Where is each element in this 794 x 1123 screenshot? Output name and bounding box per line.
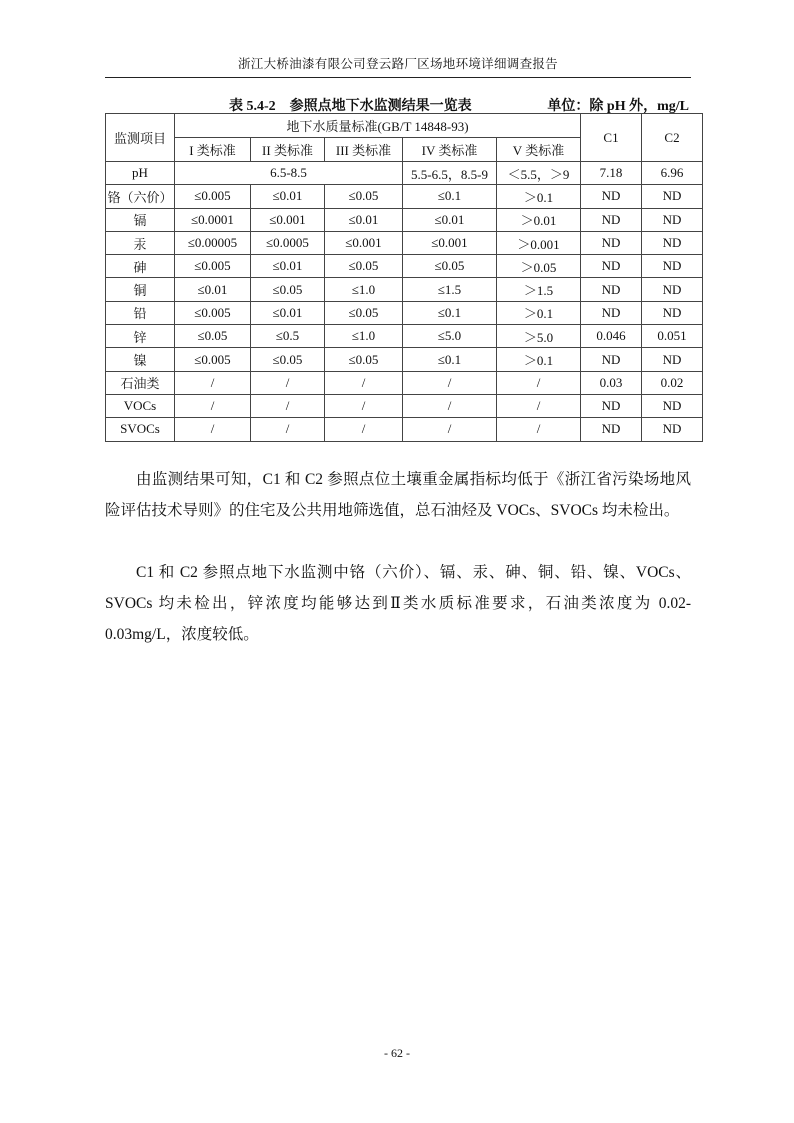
cell-name: SVOCs	[106, 418, 175, 441]
cell-std-1: ≤0.05	[175, 325, 251, 348]
cell-c1: ND	[581, 255, 642, 278]
cell-std-2: /	[251, 394, 325, 417]
cell-std-1: ≤0.0001	[175, 208, 251, 231]
page-header: 浙江大桥油漆有限公司登云路厂区场地环境详细调查报告	[237, 57, 558, 71]
cell-std-4: /	[403, 418, 497, 441]
cell-std-5: ＞0.1	[497, 301, 581, 324]
header-class-4: IV 类标准	[403, 138, 497, 162]
cell-std-4: ≤5.0	[403, 325, 497, 348]
table-unit: 单位：除 pH 外，mg/L	[547, 99, 689, 114]
cell-std-1: ≤0.01	[175, 278, 251, 301]
cell-c2: 6.96	[642, 162, 703, 185]
cell-std-5: ＞0.01	[497, 208, 581, 231]
cell-std-4: 5.5-6.5，8.5-9	[403, 162, 497, 185]
cell-std-4: /	[403, 371, 497, 394]
cell-std-5: ＞1.5	[497, 278, 581, 301]
cell-std-2: ≤0.05	[251, 278, 325, 301]
cell-c2: ND	[642, 418, 703, 441]
cell-std-2: ≤0.05	[251, 348, 325, 371]
cell-std-2: ≤0.0005	[251, 231, 325, 254]
table-title: 表 5.4-2 参照点地下水监测结果一览表	[229, 99, 472, 114]
table-row	[106, 371, 703, 394]
header-class-1: I 类标准	[175, 138, 251, 162]
header-c2: C2	[642, 114, 703, 162]
cell-c1: ND	[581, 278, 642, 301]
cell-c1: ND	[581, 208, 642, 231]
cell-std-3: ≤0.05	[325, 185, 403, 208]
cell-c1: ND	[581, 185, 642, 208]
cell-std-3: ≤1.0	[325, 325, 403, 348]
cell-std-5: ＜5.5，＞9	[497, 162, 581, 185]
cell-std-1: /	[175, 418, 251, 441]
table-row	[106, 348, 703, 371]
cell-c2: ND	[642, 208, 703, 231]
cell-c2: ND	[642, 255, 703, 278]
cell-std-4: ≤0.1	[403, 301, 497, 324]
cell-std-4: ≤1.5	[403, 278, 497, 301]
cell-std-3: /	[325, 371, 403, 394]
cell-std-2: ≤0.01	[251, 255, 325, 278]
cell-std-5: ＞0.1	[497, 348, 581, 371]
cell-c1: ND	[581, 418, 642, 441]
cell-c2: ND	[642, 301, 703, 324]
cell-std-4: ≤0.01	[403, 208, 497, 231]
table-row	[106, 325, 703, 348]
cell-std-3: ≤0.05	[325, 255, 403, 278]
cell-std-1: ≤0.005	[175, 255, 251, 278]
table-caption	[105, 95, 691, 113]
cell-name: VOCs	[106, 394, 175, 417]
cell-std-5: /	[497, 371, 581, 394]
table-row	[106, 185, 703, 208]
cell-c2: ND	[642, 394, 703, 417]
table-row	[106, 208, 703, 231]
cell-name: 砷	[106, 255, 175, 278]
cell-std-2: ≤0.001	[251, 208, 325, 231]
cell-name: 镍	[106, 348, 175, 371]
cell-c2: ND	[642, 278, 703, 301]
header-rule	[105, 77, 691, 78]
cell-std-2: /	[251, 371, 325, 394]
header-class-5: V 类标准	[497, 138, 581, 162]
table-row	[106, 255, 703, 278]
cell-std-1: /	[175, 394, 251, 417]
cell-name: 铬（六价）	[106, 185, 175, 208]
monitoring-results-table	[105, 113, 703, 442]
cell-c2: ND	[642, 185, 703, 208]
cell-std-1: ≤0.00005	[175, 231, 251, 254]
conclusion-paragraph-groundwater: C1 和 C2 参照点地下水监测中铬（六价）、镉、汞、砷、铜、铅、镍、VOCs、SVOCs 均未检出，锌浓度均能够达到Ⅱ类水质标准要求，石油类浓度为 0.02-0.03mg/L，浓度较低。	[105, 564, 691, 643]
cell-c1: ND	[581, 301, 642, 324]
cell-std-1: ≤0.005	[175, 348, 251, 371]
cell-name: 铜	[106, 278, 175, 301]
cell-c2: ND	[642, 348, 703, 371]
cell-std-2: ≤0.5	[251, 325, 325, 348]
header-standard-group: 地下水质量标准(GB/T 14848-93)	[175, 114, 581, 138]
cell-std-1: ≤0.005	[175, 301, 251, 324]
cell-std-5: ＞0.05	[497, 255, 581, 278]
cell-c1: ND	[581, 231, 642, 254]
cell-name: 锌	[106, 325, 175, 348]
cell-std-4: ≤0.05	[403, 255, 497, 278]
cell-std-2: /	[251, 418, 325, 441]
cell-std-5: ＞0.1	[497, 185, 581, 208]
cell-std-3: ≤0.05	[325, 301, 403, 324]
cell-c2: ND	[642, 231, 703, 254]
header-class-3: III 类标准	[325, 138, 403, 162]
cell-c1: 0.03	[581, 371, 642, 394]
cell-std-5: ＞5.0	[497, 325, 581, 348]
cell-std-3: ≤0.001	[325, 231, 403, 254]
cell-std-3: ≤0.05	[325, 348, 403, 371]
conclusion-paragraph-soil: 由监测结果可知，C1 和 C2 参照点位土壤重金属指标均低于《浙江省污染场地风险评估技术导则》的住宅及公共用地筛选值，总石油烃及 VOCs、SVOCs 均未检出。	[105, 471, 691, 519]
cell-std-2: ≤0.01	[251, 301, 325, 324]
table-row	[106, 278, 703, 301]
cell-std-4: ≤0.1	[403, 348, 497, 371]
table-row	[106, 394, 703, 417]
table-row-ph	[106, 162, 703, 185]
cell-std-3: ≤0.01	[325, 208, 403, 231]
table-row	[106, 231, 703, 254]
cell-std-1: /	[175, 371, 251, 394]
cell-name: 石油类	[106, 371, 175, 394]
header-class-2: II 类标准	[251, 138, 325, 162]
cell-c2: 0.051	[642, 325, 703, 348]
cell-std-1-3: 6.5-8.5	[175, 162, 403, 185]
cell-name: pH	[106, 162, 175, 185]
cell-std-5: ＞0.001	[497, 231, 581, 254]
table-row	[106, 418, 703, 441]
cell-c1: 7.18	[581, 162, 642, 185]
cell-std-3: /	[325, 394, 403, 417]
cell-std-3: /	[325, 418, 403, 441]
cell-name: 铅	[106, 301, 175, 324]
table-row	[106, 301, 703, 324]
cell-std-5: /	[497, 418, 581, 441]
cell-name: 汞	[106, 231, 175, 254]
cell-std-1: ≤0.005	[175, 185, 251, 208]
header-item: 监测项目	[106, 114, 175, 162]
header-c1: C1	[581, 114, 642, 162]
cell-std-4: /	[403, 394, 497, 417]
cell-std-2: ≤0.01	[251, 185, 325, 208]
cell-std-5: /	[497, 394, 581, 417]
cell-std-4: ≤0.001	[403, 231, 497, 254]
cell-c2: 0.02	[642, 371, 703, 394]
cell-c1: 0.046	[581, 325, 642, 348]
page-number: - 62 -	[384, 1046, 410, 1060]
cell-c1: ND	[581, 394, 642, 417]
cell-name: 镉	[106, 208, 175, 231]
cell-std-3: ≤1.0	[325, 278, 403, 301]
cell-c1: ND	[581, 348, 642, 371]
cell-std-4: ≤0.1	[403, 185, 497, 208]
